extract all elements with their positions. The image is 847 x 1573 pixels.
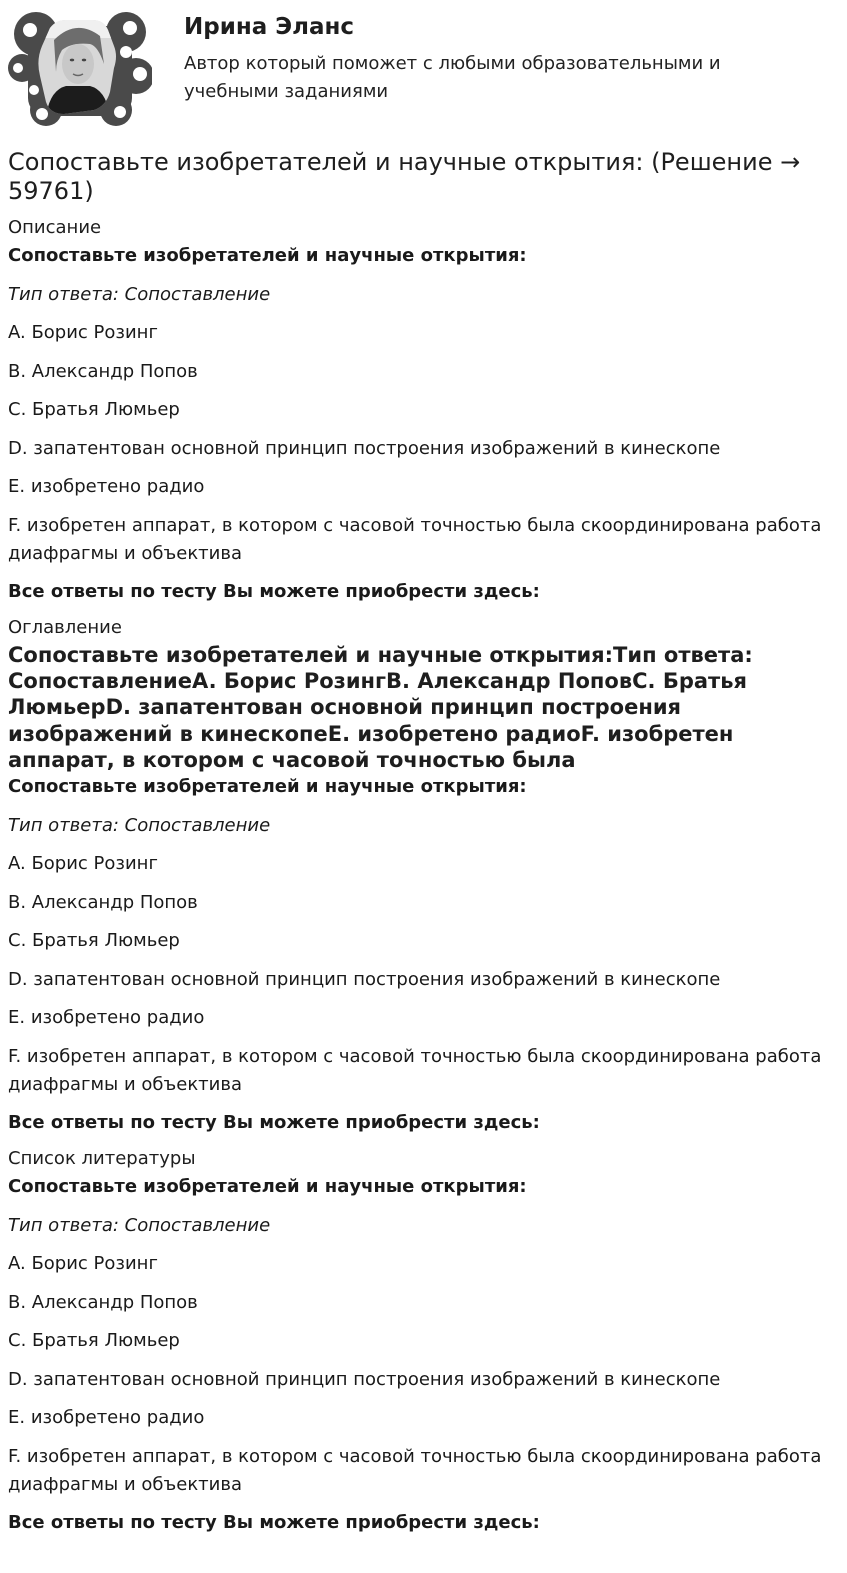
answer-type: Тип ответа: Сопоставление: [8, 283, 271, 305]
option-c: C. Братья Люмьер: [8, 930, 180, 952]
buy-answers-text: Все ответы по тесту Вы можете приобрести здесь:: [8, 1512, 540, 1534]
question-block-literature: [8, 1173, 838, 1537]
option-b: B. Александр Попов: [8, 360, 198, 382]
option-a: A. Борис Розинг: [8, 1253, 158, 1275]
author-card: [0, 0, 847, 140]
main-content: [8, 214, 838, 1545]
option-b: B. Александр Попов: [8, 891, 198, 913]
option-c: C. Братья Люмьер: [8, 399, 180, 420]
question-block-description: [8, 242, 838, 606]
option-a: A. Борис Розинг: [8, 322, 158, 343]
section-label-contents: Оглавление: [8, 617, 122, 638]
section-label-literature: Список литературы: [8, 1148, 196, 1170]
option-d: D. запатентован основной принцип построения изображений в кинескопе: [8, 968, 721, 990]
answer-type: Тип ответа: Сопоставление: [8, 1214, 271, 1236]
question-prompt: Сопоставьте изобретателей и научные открытия:: [8, 776, 527, 798]
answer-type: Тип ответа: Сопоставление: [8, 814, 271, 836]
buy-answers-text: Все ответы по тесту Вы можете приобрести здесь:: [8, 1112, 540, 1134]
option-e: E. изобретено радио: [8, 1407, 205, 1429]
option-f: F. изобретен аппарат, в котором с часовой точностью была скоординирована работа диафрагмы и объектива: [8, 514, 822, 564]
question-block-contents: [8, 773, 838, 1137]
question-prompt: Сопоставьте изобретателей и научные открытия:: [8, 1176, 527, 1198]
page-title: Сопоставьте изобретателей и научные открытия: (Решение → 59761): [8, 148, 801, 205]
option-d: D. запатентован основной принцип построения изображений в кинескопе: [8, 437, 721, 459]
contents-heading: Сопоставьте изобретателей и научные открытия:Тип ответа: СопоставлениеA. Борис РозингB. Александр ПоповC. Братья ЛюмьерD. запатентован основной принцип построения изображений в кинескопеE. изобретено радиоF. изобретен аппарат, в котором с часовой точностью была: [8, 643, 753, 772]
author-name: Ирина Эланс: [184, 14, 355, 40]
buy-answers-text: Все ответы по тесту Вы можете приобрести здесь:: [8, 581, 540, 602]
option-e: E. изобретено радио: [8, 1007, 205, 1029]
question-prompt: Сопоставьте изобретателей и научные открытия:: [8, 245, 527, 266]
author-avatar: [6, 6, 152, 128]
author-description: Автор который поможет с любыми образовательными и учебными заданиями: [184, 53, 721, 102]
option-d: D. запатентован основной принцип построения изображений в кинескопе: [8, 1368, 721, 1390]
option-a: A. Борис Розинг: [8, 853, 158, 875]
option-c: C. Братья Люмьер: [8, 1330, 180, 1352]
section-label-description: Описание: [8, 217, 102, 238]
option-f: F. изобретен аппарат, в котором с часовой точностью была скоординирована работа диафрагмы и объектива: [8, 1045, 822, 1095]
option-f: F. изобретен аппарат, в котором с часовой точностью была скоординирована работа диафрагмы и объектива: [8, 1445, 822, 1495]
option-b: B. Александр Попов: [8, 1291, 198, 1313]
option-e: E. изобретено радио: [8, 476, 205, 497]
